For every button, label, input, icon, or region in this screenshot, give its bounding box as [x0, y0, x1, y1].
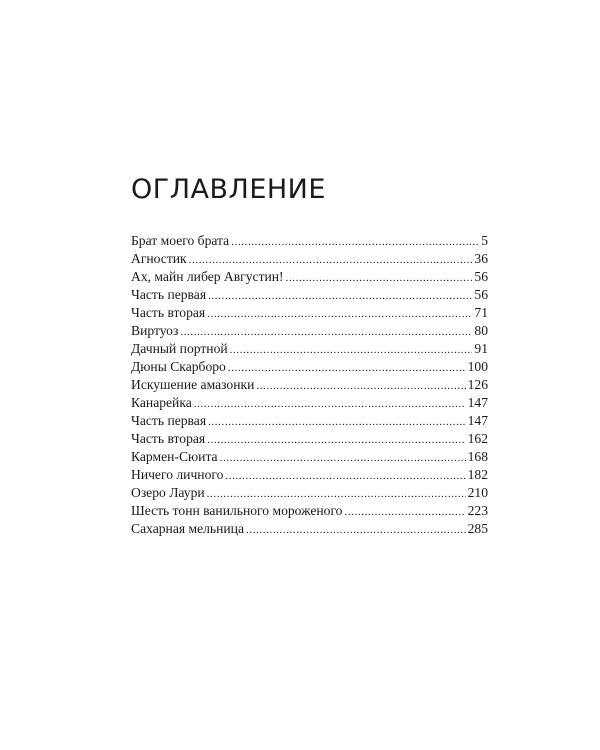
toc-entry-title: Сахарная мельница — [131, 521, 244, 536]
toc-entry-page-number: 223 — [467, 503, 488, 518]
toc-dot-leader — [220, 449, 466, 467]
toc-entry-title: Часть первая — [131, 413, 207, 428]
toc-dot-leader — [208, 287, 472, 305]
toc-dot-leader — [286, 269, 473, 287]
toc-entry-title: Искушение амазонки — [131, 377, 255, 392]
toc-entry-page-number: 71 — [474, 305, 488, 320]
toc-entry-title: Шесть тонн ванильного мороженого — [131, 503, 343, 518]
toc-entry — [131, 430, 488, 448]
toc-dot-leader — [180, 323, 472, 341]
toc-dot-leader — [230, 341, 473, 359]
toc-entry — [131, 340, 488, 358]
toc-entry — [131, 268, 488, 286]
toc-entry-title: Дюны Скарборо — [131, 359, 226, 374]
toc-dot-leader — [207, 305, 472, 323]
toc-entry-title: Часть вторая — [131, 431, 206, 446]
toc-entry-title: Дачный портной — [131, 341, 228, 356]
toc-dot-leader — [225, 467, 465, 485]
toc-entry — [131, 232, 488, 250]
toc-entry — [131, 250, 488, 268]
toc-entry-page-number: 91 — [474, 341, 488, 356]
toc-entry — [131, 412, 488, 430]
toc-entry — [131, 286, 488, 304]
toc-dot-leader — [194, 395, 466, 413]
toc-entry-page-number: 126 — [467, 377, 488, 392]
toc-list — [131, 232, 488, 538]
toc-dot-leader — [246, 521, 466, 539]
toc-entry-page-number: 100 — [467, 359, 488, 374]
toc-entry-page-number: 56 — [474, 287, 488, 302]
toc-entry — [131, 358, 488, 376]
toc-entry-page-number: 5 — [481, 233, 488, 248]
toc-dot-leader — [344, 503, 465, 521]
toc-heading: ОГЛАВЛЕНИЕ — [131, 174, 326, 205]
toc-dot-leader — [228, 359, 466, 377]
toc-entry-page-number: 147 — [467, 413, 488, 428]
toc-entry — [131, 448, 488, 466]
toc-dot-leader — [207, 485, 466, 503]
toc-entry-page-number: 168 — [467, 449, 488, 464]
toc-entry — [131, 484, 488, 502]
toc-entry-title: Часть первая — [131, 287, 207, 302]
toc-entry — [131, 304, 488, 322]
toc-dot-leader — [256, 377, 465, 395]
toc-entry-title: Озеро Лаури — [131, 485, 205, 500]
toc-entry-page-number: 80 — [474, 323, 488, 338]
toc-entry-page-number: 56 — [474, 269, 488, 284]
toc-dot-leader — [207, 431, 465, 449]
toc-entry-title: Брат моего брата — [131, 233, 230, 248]
toc-entry-title: Ах, майн либер Августин! — [131, 269, 284, 284]
toc-entry-title: Агностик — [131, 251, 187, 266]
toc-entry — [131, 376, 488, 394]
toc-dot-leader — [189, 251, 473, 269]
toc-entry-title: Канарейка — [131, 395, 192, 410]
toc-entry-page-number: 285 — [467, 521, 488, 536]
toc-entry-title: Ничего личного — [131, 467, 224, 482]
toc-entry-page-number: 36 — [474, 251, 488, 266]
toc-entry — [131, 322, 488, 340]
toc-entry-title: Виртуоз — [131, 323, 179, 338]
toc-entry-page-number: 182 — [467, 467, 488, 482]
toc-entry-page-number: 162 — [467, 431, 488, 446]
toc-entry-title: Часть вторая — [131, 305, 206, 320]
toc-entry — [131, 466, 488, 484]
toc-entry-page-number: 147 — [467, 395, 488, 410]
toc-entry-title: Кармен-Сюита — [131, 449, 218, 464]
toc-entry — [131, 520, 488, 538]
toc-dot-leader — [231, 233, 479, 251]
toc-dot-leader — [208, 413, 466, 431]
toc-entry — [131, 394, 488, 412]
toc-entry-page-number: 210 — [467, 485, 488, 500]
toc-entry — [131, 502, 488, 520]
